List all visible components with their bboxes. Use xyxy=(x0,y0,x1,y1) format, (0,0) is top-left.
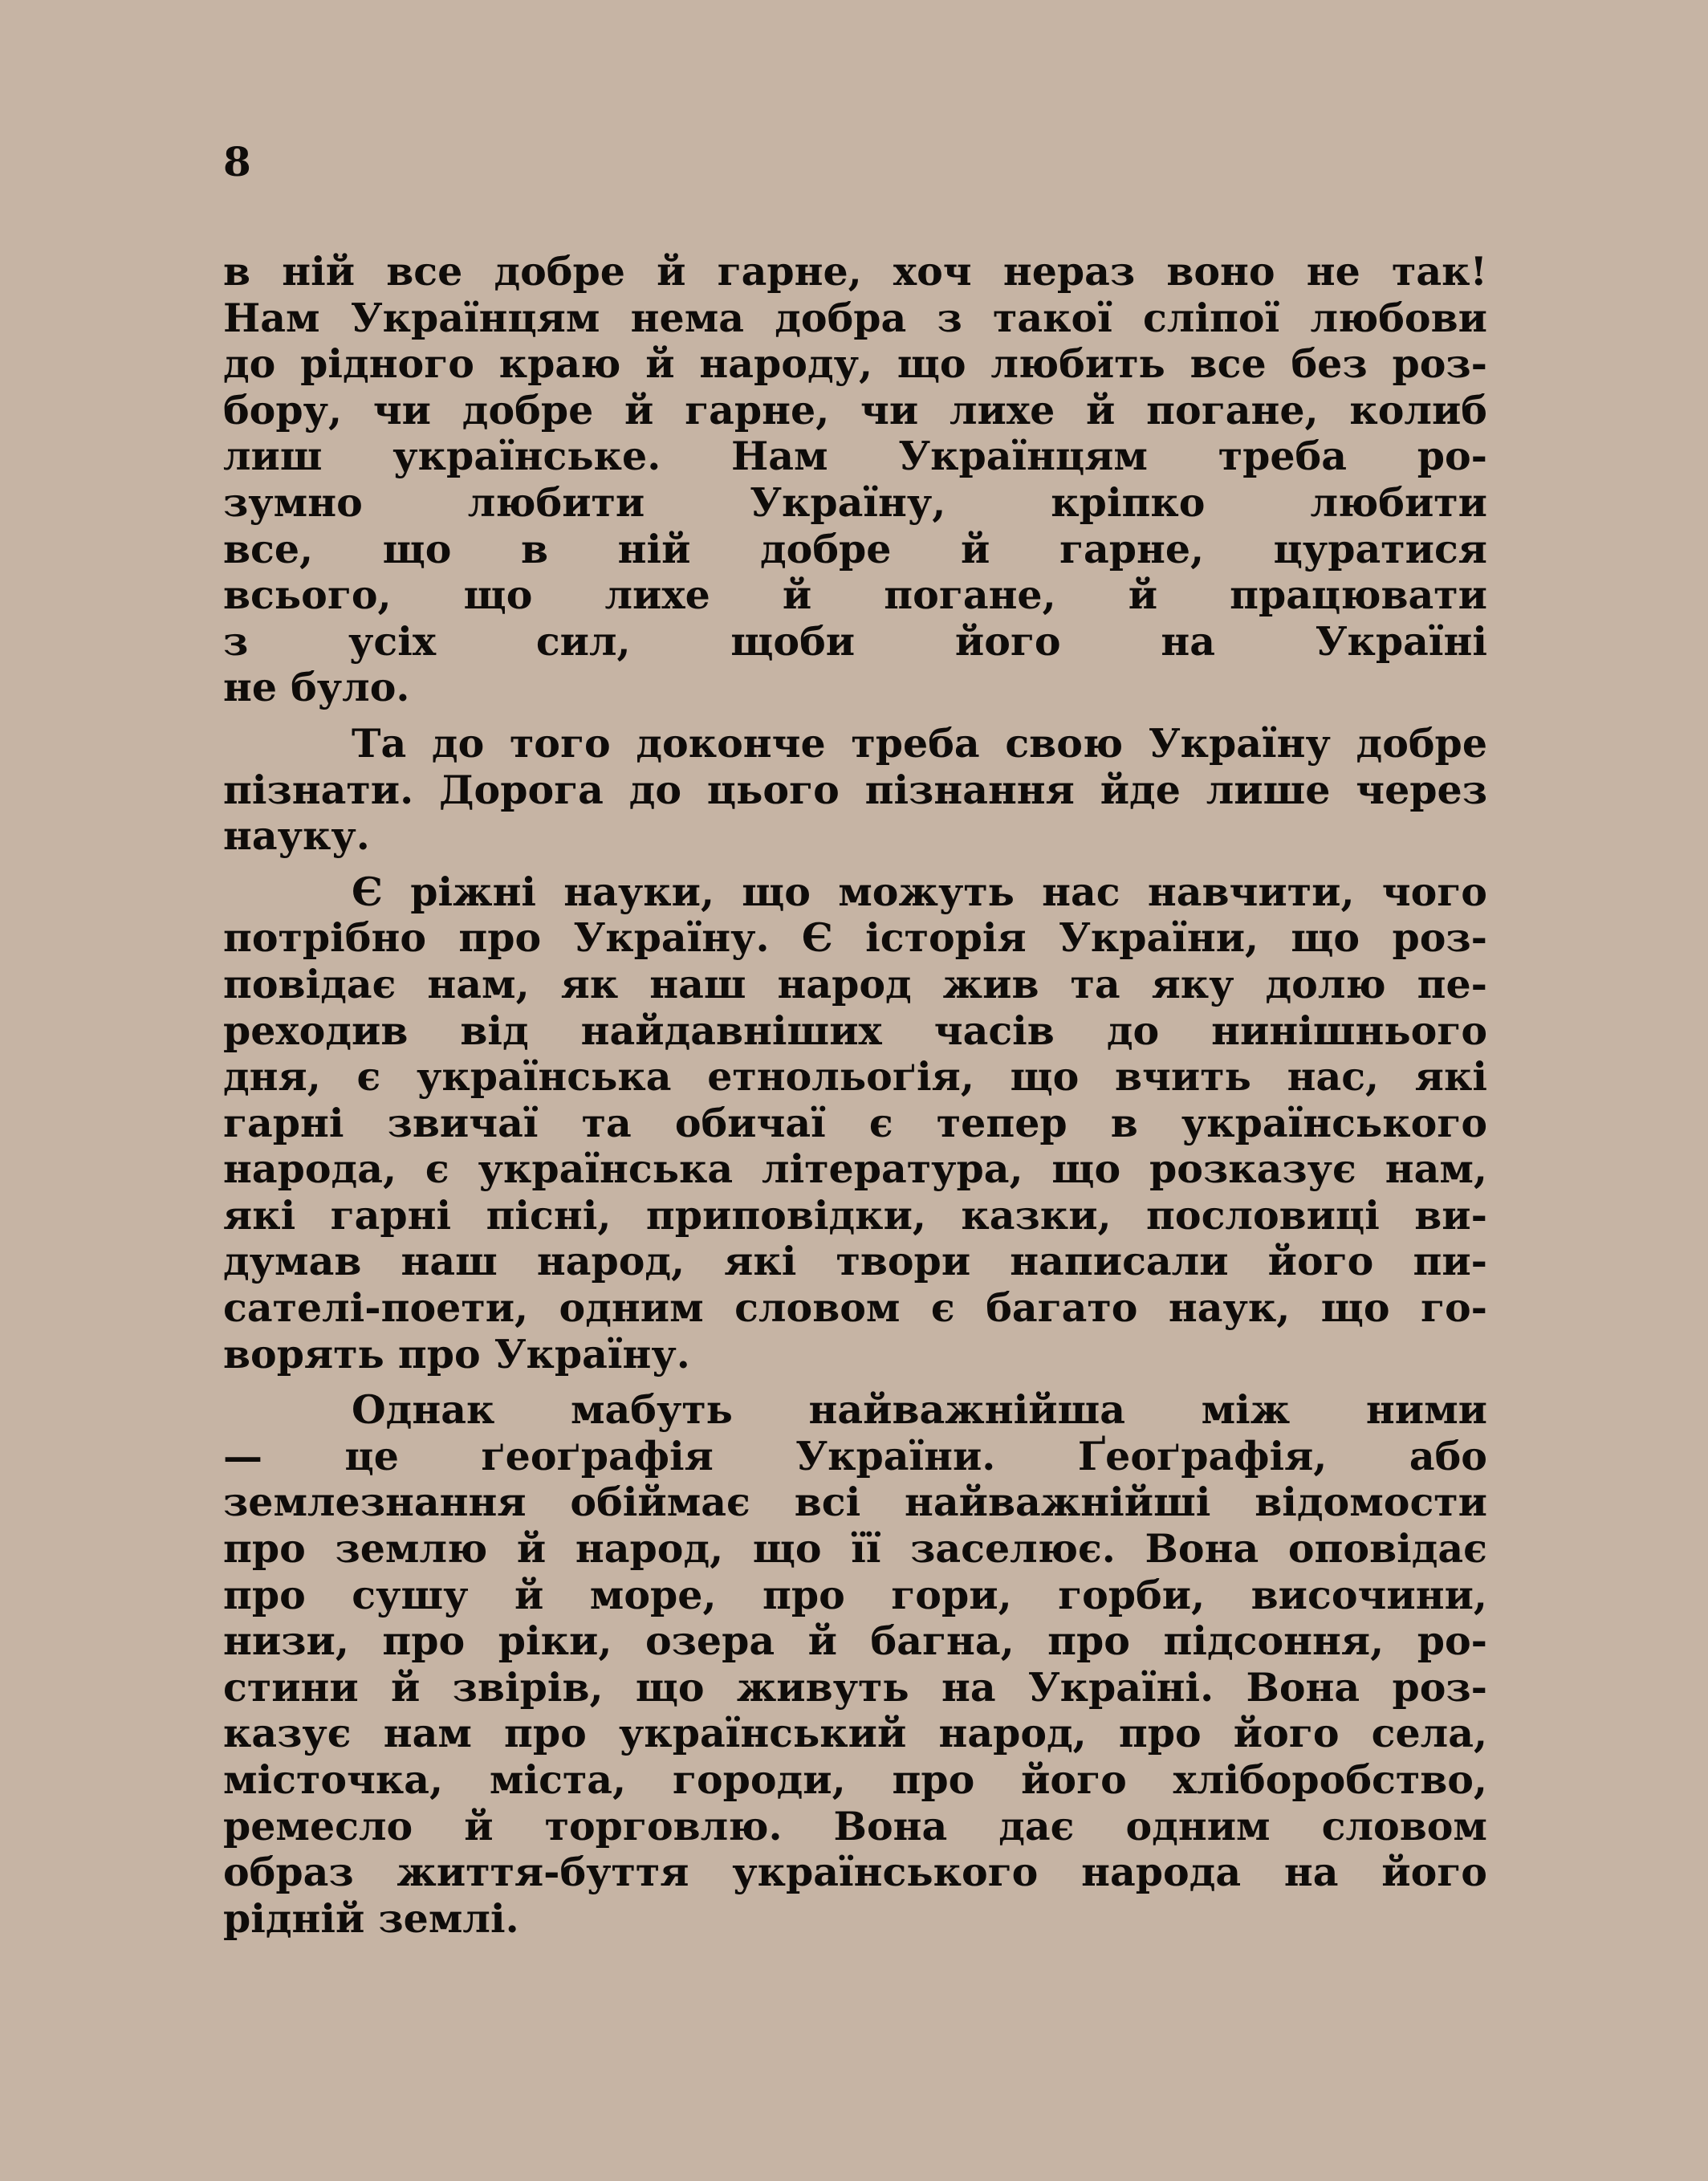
text-line: Є ріжні науки, що можуть нас навчити, чого xyxy=(352,868,1487,915)
text-line: про сушу й море, про гори, горби, височини, xyxy=(223,1571,1487,1618)
text-line: про землю й народ, що її заселює. Вона оповідає xyxy=(223,1525,1487,1573)
text-line: ремесло й торговлю. Вона дає одним словом xyxy=(223,1802,1487,1849)
text-line: бору, чи добре й гарне, чи лихе й погане, колиб xyxy=(223,386,1487,433)
text-line: рідній землі. xyxy=(223,1894,519,1942)
text-line: землезнання обіймає всі найважнійші відомости xyxy=(223,1479,1487,1526)
text-line: Нам Українцям нема добра з такої сліпої любови xyxy=(223,294,1487,341)
text-line: лиш українське. Нам Українцям треба ро- xyxy=(223,433,1487,480)
text-line: пізнати. Дорога до цього пізнання йде лише через xyxy=(223,766,1487,813)
text-line: народа, є українська література, що розказує нам, xyxy=(223,1145,1487,1193)
text-line: казує нам про український народ, про його села, xyxy=(223,1710,1487,1757)
text-line: все, що в ній добре й гарне, цуратися xyxy=(223,525,1487,572)
text-line: з усіх сил, щоби його на Україні xyxy=(223,617,1487,665)
text-line: повідає нам, як наш народ жив та яку долю пе- xyxy=(223,960,1487,1007)
text-line: в ній все добре й гарне, хоч нераз воно не так! xyxy=(223,248,1487,295)
text-line: реходив від найдавніших часів до нинішнього xyxy=(223,1007,1487,1054)
text-line: стини й звірів, що живуть на Україні. Вона роз- xyxy=(223,1663,1487,1711)
page-number: 8 xyxy=(223,138,251,185)
text-line: науку. xyxy=(223,812,370,860)
text-line: місточка, міста, городи, про його хліборобство, xyxy=(223,1756,1487,1803)
text-line: не було. xyxy=(223,664,410,711)
text-line: потрібно про Україну. Є історія України, що роз- xyxy=(223,914,1487,962)
text-line: — це ґеоґрафія України. Ґеоґрафія, або xyxy=(223,1432,1487,1479)
text-line: дня, є українська етнольоґія, що вчить нас, які xyxy=(223,1053,1487,1101)
text-line: образ життя-буття українського народа на його xyxy=(223,1849,1487,1896)
text-line: думав наш народ, які твори написали його пи- xyxy=(223,1238,1487,1285)
text-line: Та до того доконче треба свою Україну добре xyxy=(352,719,1487,767)
text-line: гарні звичаї та обичаї є тепер в українського xyxy=(223,1099,1487,1146)
text-line: Однак мабуть найважнійша між ними xyxy=(352,1386,1487,1434)
body-text xyxy=(223,249,1487,1942)
text-line: зумно любити Україну, кріпко любити xyxy=(223,478,1487,526)
text-line: ворять про Україну. xyxy=(223,1330,690,1377)
text-line: до рідного краю й народу, що любить все без роз- xyxy=(223,340,1487,388)
text-line: всього, що лихе й погане, й працювати xyxy=(223,572,1487,619)
text-line: які гарні пісні, приповідки, казки, пословиці ви- xyxy=(223,1191,1487,1239)
text-line: низи, про ріки, озера й багна, про підсоння, ро- xyxy=(223,1617,1487,1665)
text-line: сателі-поети, одним словом є багато наук, що го- xyxy=(223,1284,1487,1332)
